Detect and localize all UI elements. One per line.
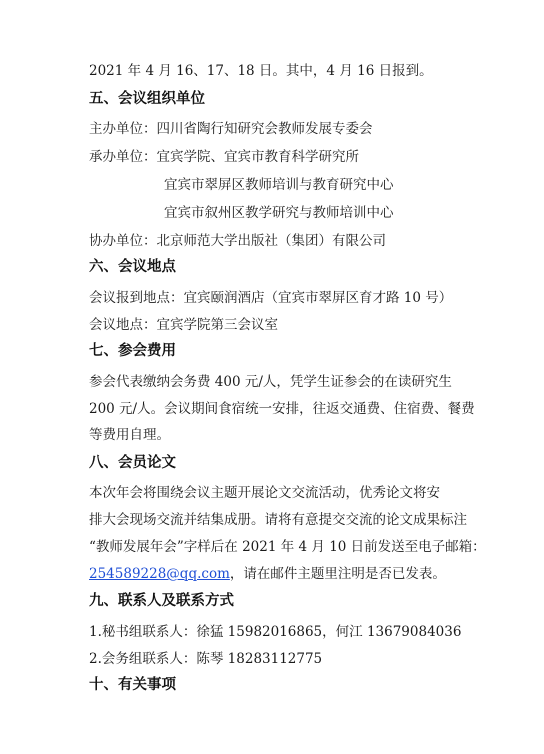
organizer-unit-3: 宜宾市叙州区教学研究与教师培训中心 <box>164 205 394 221</box>
section-heading-fees: 七、参会费用 <box>89 343 176 359</box>
paper-paragraph-line-2: 排大会现场交流并结集成册。请将有意提交交流的论文成果标注 <box>89 512 467 528</box>
paper-paragraph-line-4 <box>89 565 446 583</box>
section-heading-other-matters: 十、有关事项 <box>89 677 176 693</box>
contact-conference-affairs: 2.会务组联系人：陈琴 18283112775 <box>89 651 323 667</box>
email-link[interactable]: 254589228@qq.com <box>89 566 230 582</box>
host-unit: 主办单位：四川省陶行知研究会教师发展专委会 <box>89 121 373 137</box>
section-heading-venue: 六、会议地点 <box>89 259 176 275</box>
section-heading-papers: 八、会员论文 <box>89 455 176 471</box>
fee-paragraph-line-3: 等费用自理。 <box>89 427 170 443</box>
checkin-location: 会议报到地点：宜宾颐润酒店（宜宾市翠屏区育才路 10 号） <box>89 290 453 306</box>
paper-paragraph-line-3: “教师发展年会”字样后在 2021 年 4 月 10 日前发送至电子邮箱： <box>89 539 486 555</box>
section-heading-organizers: 五、会议组织单位 <box>89 91 205 107</box>
fee-paragraph-line-1: 参会代表缴纳会务费 400 元/人，凭学生证参会的在读研究生 <box>89 374 452 390</box>
meeting-location: 会议地点：宜宾学院第三会议室 <box>89 317 278 333</box>
email-note: ，请在邮件主题里注明是否已发表。 <box>229 566 446 582</box>
date-line: 2021 年 4 月 16、17、18 日。其中，4 月 16 日报到。 <box>89 63 433 79</box>
co-organizer-unit: 协办单位：北京师范大学出版社（集团）有限公司 <box>89 233 386 249</box>
organizer-unit-2: 宜宾市翠屏区教师培训与教育研究中心 <box>164 177 394 193</box>
organizer-unit: 承办单位：宜宾学院、宜宾市教育科学研究所 <box>89 149 359 165</box>
contact-secretariat: 1.秘书组联系人：徐猛 15982016865，何江 13679084036 <box>89 624 462 640</box>
section-heading-contacts: 九、联系人及联系方式 <box>89 593 234 609</box>
fee-paragraph-line-2: 200 元/人。会议期间食宿统一安排，往返交通费、住宿费、餐费 <box>89 401 475 417</box>
paper-paragraph-line-1: 本次年会将围绕会议主题开展论文交流活动，优秀论文将安 <box>89 485 440 501</box>
